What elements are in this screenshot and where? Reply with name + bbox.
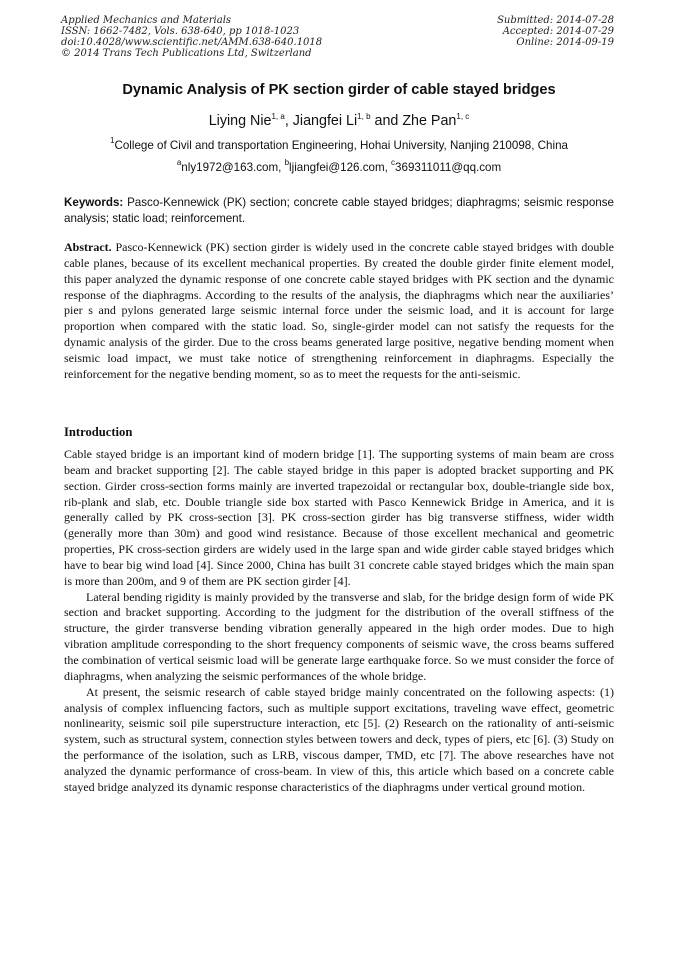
journal-name: Applied Mechanics and Materials bbox=[61, 15, 232, 26]
paper-title: Dynamic Analysis of PK section girder of cable stayed bridges bbox=[122, 82, 556, 98]
intro-paragraph: Lateral bending rigidity is mainly provided by the transverse and slab, for the bridge design form of wide PK section and bracket supporting. According to the judgment for the distribution of the overall stiffness of the structure, the girder transverse bending vibration generally appeared in the high order modes. Due to high vibration amplitude corresponding to the short frequency components of seismic wave, the cross beams suffered the combination of vertical seismic load will be generate large earthquake force. So we must consider the force of diaphragms, when analyzing the seismic performances of the whole bridge. bbox=[64, 589, 614, 683]
abstract-paragraph bbox=[64, 240, 614, 383]
author-list bbox=[40, 113, 638, 129]
author-name: Zhe Pan bbox=[402, 113, 457, 129]
author-superscript: 1, c bbox=[456, 112, 470, 121]
keywords-paragraph bbox=[64, 195, 614, 227]
affiliation-text: College of Civil and transportation Engineering, Hohai University, Nanjing 210098, China bbox=[114, 139, 568, 152]
email-address: 369311011@qq.com bbox=[395, 161, 502, 174]
author-superscript: 1, a bbox=[271, 112, 285, 121]
author-separator: and bbox=[370, 113, 403, 129]
abstract-label: Abstract. bbox=[64, 240, 112, 254]
issn-line: ISSN: 1662-7482, Vols. 638-640, pp 1018-1023 bbox=[61, 26, 300, 37]
abstract-text: Pasco-Kennewick (PK) section girder is widely used in the concrete cable stayed bridges with double cable planes, because of its excellent mechanical properties. By created the double girder finite element model, this paper analyzed the dynamic response of one concrete cable stayed bridges with PK section and the dynamic response of the diaphragms. According to the results of the analysis, the diaphragms which near the auxiliaries’ pier s and pylons generated large seismic internal force under the seismic load, and it is account for large proportion when compared with the static load. So, single-girder model can not satisfy the requests for the dynamic analysis of the girder. Due to the cross beams generated large positive, negative bending moment when seismic load impact, we must take notice of strengthening reinforcement in diaphragms. Especially the reinforcement for the negative bending moment, so as to meet the requests for the anti-seismic. bbox=[64, 240, 614, 381]
keywords-label: Keywords: bbox=[64, 196, 124, 209]
intro-paragraph: Cable stayed bridge is an important kind of modern bridge [1]. The supporting systems of main beam are cross beam and bracket supporting [2]. The cable stayed bridge in this paper is adopted bracket supporting and PK section. Girder cross-section forms mainly are inverted trapezoidal or rectangular box, double-triangle side box, rib-plank and slab, etc. Double triangle side box started with Pasco Kennewick Bridge in America, and it is generally called by PK cross-section [3]. PK cross-section girder has big transverse stiffness, wider width (generally more than 30m) and good wind resistance. Because of those excellent mechanical and geometric properties, PK cross-section girders are widely used in the large span and wide girder cable stayed bridges which have to bear big wind load [4]. Since 2000, China has built 31 concrete cable stayed bridges which the main span is more than 200m, and 9 of them are PK section girder [4]. bbox=[64, 447, 614, 588]
doi-line: doi:10.4028/www.scientific.net/AMM.638-640.1018 bbox=[61, 37, 323, 48]
author-name: Liying Nie bbox=[208, 113, 272, 129]
email-superscript: b bbox=[284, 158, 290, 167]
introduction-heading: Introduction bbox=[64, 425, 133, 439]
author-separator: , bbox=[284, 113, 293, 129]
online-date: Online: 2014-09-19 bbox=[516, 37, 614, 48]
copyright-line: © 2014 Trans Tech Publications Ltd, Switzerland bbox=[61, 48, 312, 59]
keywords-text: Pasco-Kennewick (PK) section; concrete cable stayed bridges; diaphragms; seismic response analysis; static load; reinforcement. bbox=[64, 196, 614, 225]
author-superscript: 1, b bbox=[357, 112, 371, 121]
affiliation-superscript: 1 bbox=[110, 136, 115, 145]
affiliation bbox=[40, 136, 638, 152]
intro-paragraph: At present, the seismic research of cable stayed bridge mainly concentrated on the following aspects: (1) analysis of complex influencing factors, such as multiple support excitations, traveling wave effect, geometric nonlinearity, seismic soil pile superstructure interaction, etc [5]. (2) Research on the rationality of anti-seismic system, such as structural system, connection styles between towers and deck, types of piers, etc [6]. (3) Study on the performance of the isolation, such as LRB, viscous damper, TMD, etc [7]. The above researches have not analyzed the dynamic performance of cross-beam. In view of this, this article which based on a concrete cable stayed bridge analyzed its dynamic response characteristics of the diaphragms under vertical ground motion. bbox=[64, 684, 614, 794]
submitted-date: Submitted: 2014-07-28 bbox=[497, 15, 614, 26]
journal-header-left bbox=[61, 15, 322, 59]
accepted-date: Accepted: 2014-07-29 bbox=[502, 26, 614, 37]
email-superscript: c bbox=[391, 158, 396, 167]
email-address: nly1972@163.com, bbox=[181, 161, 285, 174]
email-superscript: a bbox=[176, 158, 182, 167]
journal-header-right bbox=[497, 15, 614, 48]
email-list bbox=[40, 158, 638, 174]
introduction-body bbox=[64, 447, 614, 796]
author-name: Jiangfei Li bbox=[292, 113, 358, 129]
email-address: ljiangfei@126.com, bbox=[289, 161, 392, 174]
